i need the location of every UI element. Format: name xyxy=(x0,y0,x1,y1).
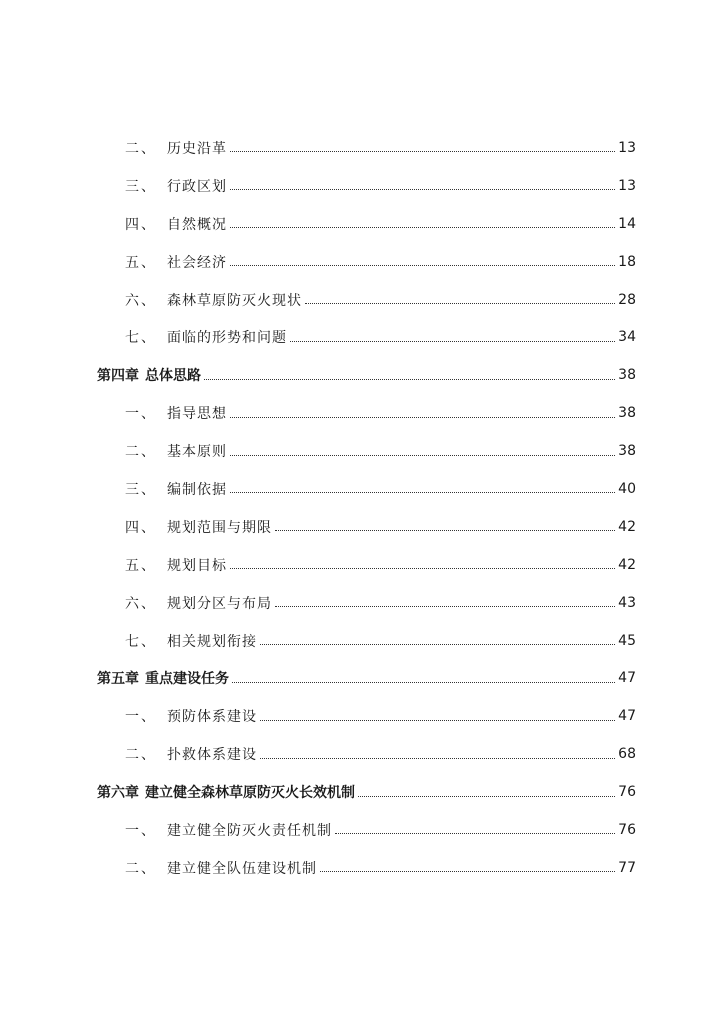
toc-entry-number: 第六章 xyxy=(97,785,139,802)
toc-section-entry[interactable] xyxy=(97,622,636,660)
toc-page-number: 76 xyxy=(618,821,636,838)
toc-entry-title: 行政区划 xyxy=(167,178,227,195)
toc-entry-number: 三、 xyxy=(125,178,157,195)
toc-section-entry[interactable] xyxy=(97,735,636,773)
toc-section-entry[interactable] xyxy=(97,508,636,546)
toc-section-entry[interactable] xyxy=(97,849,636,887)
toc-page-number: 38 xyxy=(618,443,636,460)
dot-leader xyxy=(335,833,615,834)
toc-page-number: 47 xyxy=(618,708,636,725)
dot-leader xyxy=(230,492,615,493)
dot-leader xyxy=(358,796,615,797)
toc-page-number: 13 xyxy=(618,177,636,194)
toc-section-entry[interactable] xyxy=(97,584,636,622)
dot-leader xyxy=(230,189,615,190)
toc-entry-title: 指导思想 xyxy=(167,406,227,423)
toc-entry-number: 七、 xyxy=(125,330,157,347)
dot-leader xyxy=(305,303,615,304)
toc-section-entry[interactable] xyxy=(97,697,636,735)
dot-leader xyxy=(230,455,615,456)
toc-page-number: 14 xyxy=(618,215,636,232)
toc-entry-title: 面临的形势和问题 xyxy=(167,330,287,347)
toc-entry-number: 第四章 xyxy=(97,368,139,385)
toc-page-number: 34 xyxy=(618,329,636,346)
toc-entry-title: 自然概况 xyxy=(167,216,227,233)
toc-page-number: 77 xyxy=(618,859,636,876)
toc-entry-title: 规划目标 xyxy=(167,557,227,574)
toc-entry-number: 二、 xyxy=(125,444,157,461)
toc-page-number: 42 xyxy=(618,556,636,573)
toc-entry-number: 六、 xyxy=(125,292,157,309)
toc-chapter-entry[interactable] xyxy=(97,356,636,394)
dot-leader xyxy=(275,606,615,607)
toc-page-number: 47 xyxy=(618,670,636,687)
dot-leader xyxy=(230,568,615,569)
toc-page-number: 18 xyxy=(618,253,636,270)
toc-page-number: 40 xyxy=(618,480,636,497)
toc-entry-number: 五、 xyxy=(125,557,157,574)
dot-leader xyxy=(260,758,615,759)
dot-leader xyxy=(232,682,615,683)
toc-entry-number: 一、 xyxy=(125,822,157,839)
toc-section-entry[interactable] xyxy=(97,394,636,432)
toc-page-number: 68 xyxy=(618,746,636,763)
toc-page-number: 28 xyxy=(618,291,636,308)
toc-entry-number: 一、 xyxy=(125,709,157,726)
toc-entry-title: 社会经济 xyxy=(167,254,227,271)
dot-leader xyxy=(290,341,615,342)
toc-page-number: 76 xyxy=(618,784,636,801)
toc-page-number: 38 xyxy=(618,367,636,384)
toc-page-number: 13 xyxy=(618,139,636,156)
toc-section-entry[interactable] xyxy=(97,470,636,508)
toc-section-entry[interactable] xyxy=(97,546,636,584)
toc-entry-number: 四、 xyxy=(125,216,157,233)
toc-entry-title: 编制依据 xyxy=(167,481,227,498)
toc-page-number: 38 xyxy=(618,405,636,422)
toc-chapter-entry[interactable] xyxy=(97,773,636,811)
toc-entry-title: 规划分区与布局 xyxy=(167,595,272,612)
toc-entry-title: 森林草原防灭火现状 xyxy=(167,292,302,309)
table-of-contents xyxy=(97,129,636,887)
toc-page-number: 43 xyxy=(618,594,636,611)
dot-leader xyxy=(230,151,615,152)
toc-entry-title: 建立健全森林草原防灭火长效机制 xyxy=(145,785,355,802)
toc-section-entry[interactable] xyxy=(97,243,636,281)
toc-page-number: 42 xyxy=(618,518,636,535)
toc-entry-title: 相关规划衔接 xyxy=(167,633,257,650)
toc-entry-title: 建立健全防灭火责任机制 xyxy=(167,822,332,839)
toc-entry-number: 三、 xyxy=(125,481,157,498)
toc-entry-number: 四、 xyxy=(125,519,157,536)
toc-entry-number: 六、 xyxy=(125,595,157,612)
toc-entry-number: 二、 xyxy=(125,747,157,764)
toc-entry-title: 总体思路 xyxy=(145,368,201,385)
toc-entry-title: 预防体系建设 xyxy=(167,709,257,726)
toc-entry-number: 一、 xyxy=(125,406,157,423)
toc-entry-title: 建立健全队伍建设机制 xyxy=(167,860,317,877)
dot-leader xyxy=(275,530,615,531)
toc-page-number: 45 xyxy=(618,632,636,649)
dot-leader xyxy=(230,265,615,266)
toc-section-entry[interactable] xyxy=(97,432,636,470)
dot-leader xyxy=(230,227,615,228)
toc-section-entry[interactable] xyxy=(97,167,636,205)
dot-leader xyxy=(260,720,615,721)
toc-section-entry[interactable] xyxy=(97,811,636,849)
toc-entry-title: 重点建设任务 xyxy=(145,671,229,688)
toc-entry-title: 历史沿革 xyxy=(167,140,227,157)
toc-section-entry[interactable] xyxy=(97,281,636,319)
toc-entry-number: 第五章 xyxy=(97,671,139,688)
toc-section-entry[interactable] xyxy=(97,205,636,243)
toc-entry-title: 扑救体系建设 xyxy=(167,747,257,764)
toc-chapter-entry[interactable] xyxy=(97,659,636,697)
toc-entry-title: 基本原则 xyxy=(167,444,227,461)
toc-entry-number: 二、 xyxy=(125,860,157,877)
dot-leader xyxy=(204,379,615,380)
toc-entry-title: 规划范围与期限 xyxy=(167,519,272,536)
dot-leader xyxy=(320,871,615,872)
toc-section-entry[interactable] xyxy=(97,318,636,356)
toc-entry-number: 五、 xyxy=(125,254,157,271)
toc-entry-number: 七、 xyxy=(125,633,157,650)
toc-entry-number: 二、 xyxy=(125,140,157,157)
toc-section-entry[interactable] xyxy=(97,129,636,167)
dot-leader xyxy=(230,417,615,418)
dot-leader xyxy=(260,644,615,645)
